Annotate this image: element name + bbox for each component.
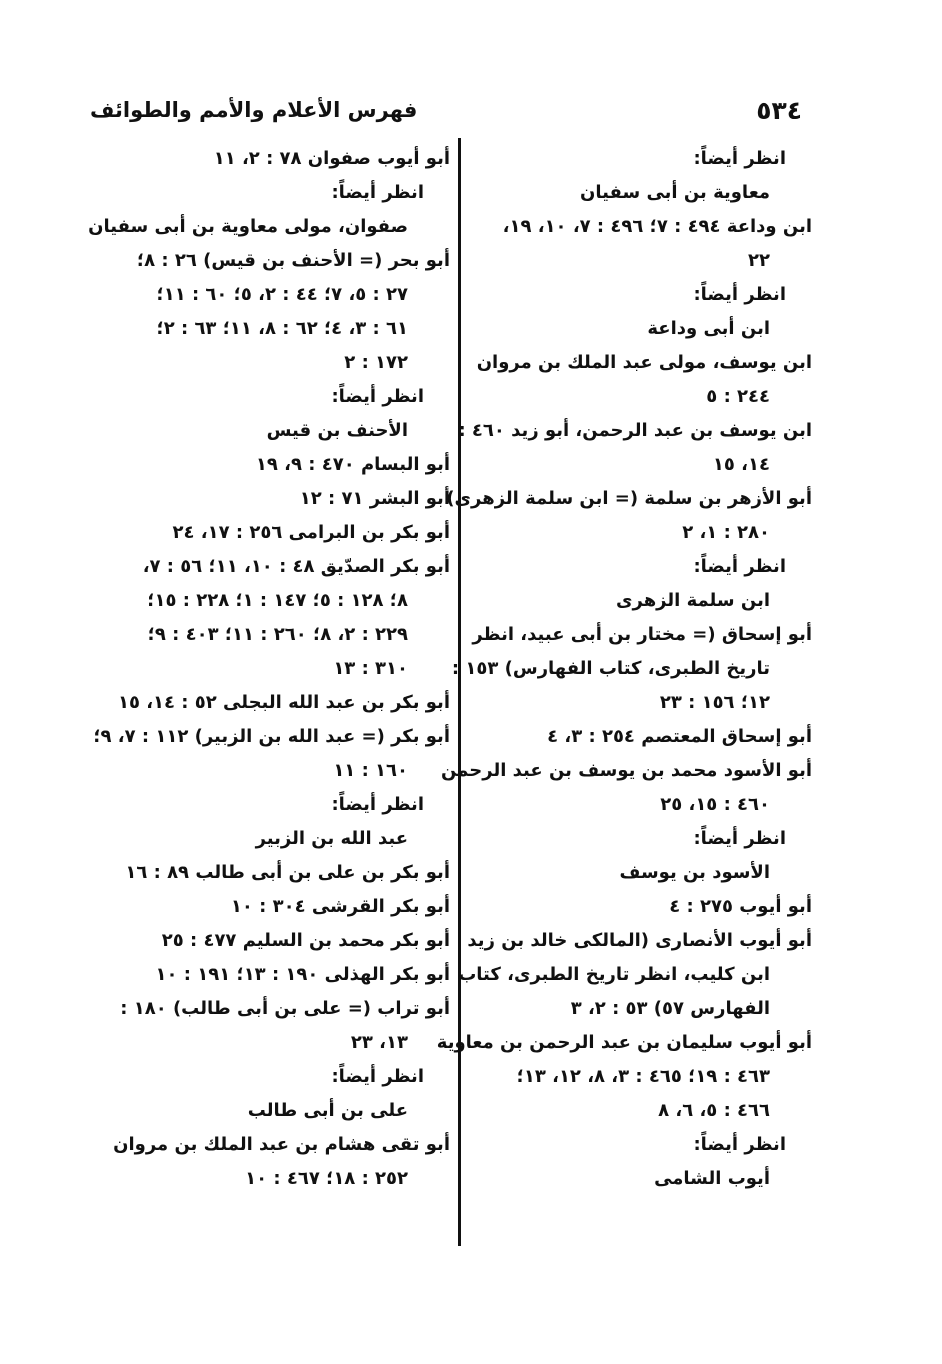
index-entry-continuation: على بن أبى طالب — [247, 1100, 408, 1121]
index-entry-continuation: ٤٦٠ : ١٥، ٢٥ — [660, 794, 770, 815]
index-entry: أبو إسحاق المعتصم ٢٥٤ : ٣، ٤ — [547, 726, 812, 747]
index-entry: أبو بكر بن البرامى ٢٥٦ : ١٧، ٢٤ — [172, 522, 450, 543]
column-divider — [458, 138, 461, 1246]
index-entry-continuation: ٤٦٣ : ١٩؛ ٤٦٥ : ٣، ٨، ١٢، ١٣؛ — [516, 1066, 770, 1087]
index-entry-continuation: الأسود بن يوسف — [619, 862, 770, 883]
index-entry-continuation: صفوان، مولى معاوية بن أبى سفيان — [88, 216, 408, 237]
index-entry-continuation: انظر أيضاً: — [693, 148, 786, 169]
index-entry-continuation: انظر أيضاً: — [331, 386, 424, 407]
index-entry-continuation: تاريخ الطبرى، كتاب الفهارس) ١٥٣ : — [451, 658, 770, 679]
index-entry: أبو بكر الصدّيق ٤٨ : ١٠، ١١؛ ٥٦ : ٧، — [142, 556, 450, 577]
index-entry-continuation: انظر أيضاً: — [331, 182, 424, 203]
index-entry-continuation: ٤٦٦ : ٥، ٦، ٨ — [658, 1100, 770, 1121]
index-entry: أبو إسحاق (= مختار بن أبى عبيد، انظر — [472, 624, 812, 645]
index-entry-continuation: ٢٥٢ : ١٨؛ ٤٦٧ : ١٠ — [245, 1168, 408, 1189]
index-entry-continuation: انظر أيضاً: — [693, 284, 786, 305]
index-entry-continuation: انظر أيضاً: — [331, 1066, 424, 1087]
index-entry-continuation: معاوية بن أبى سفيان — [580, 182, 770, 203]
left-index-column — [88, 142, 450, 1196]
right-index-column — [436, 142, 812, 1196]
index-entry-continuation: انظر أيضاً: — [693, 828, 786, 849]
index-entry: أبو تراب (= على بن أبى طالب) ١٨٠ : — [120, 998, 450, 1019]
index-entry: أبو أيوب الأنصارى (المالكى خالد بن زيد — [467, 930, 812, 951]
index-entry: أبو الأزهر بن سلمة (= ابن سلمة الزهرى) — [446, 488, 812, 509]
index-entry: أبو أيوب سليمان بن عبد الرحمن بن معاوية — [436, 1032, 812, 1053]
index-entry-continuation: ٢٧ : ٥، ٧؛ ٤٤ : ٢، ٥؛ ٦٠ : ١١؛ — [156, 284, 408, 305]
page-header — [90, 88, 802, 132]
index-entry: أبو الأسود محمد بن يوسف بن عبد الرحمن — [441, 760, 812, 781]
index-entry-continuation: الفهارس ٥٧) ٥٣ : ٢، ٣ — [570, 998, 770, 1019]
index-entry-continuation: ابن سلمة الزهرى — [616, 590, 770, 611]
index-entry-continuation: ٢٢ — [748, 250, 770, 271]
index-entry: أبو بكر محمد بن السليم ٤٧٧ : ٢٥ — [161, 930, 450, 951]
index-entry-continuation: انظر أيضاً: — [693, 556, 786, 577]
index-entry: أبو بكر بن على بن أبى طالب ٨٩ : ١٦ — [125, 862, 450, 883]
page-number: ٥٣٤ — [756, 95, 802, 125]
index-entry-continuation: ٣١٠ : ١٣ — [333, 658, 408, 679]
index-entry-continuation: ٢٤٤ : ٥ — [706, 386, 770, 407]
index-entry-continuation: ٢٢٩ : ٢، ٨؛ ٢٦٠ : ١١؛ ٤٠٣ : ٩؛ — [147, 624, 408, 645]
index-entry-continuation: الأحنف بن قيس — [266, 420, 408, 441]
index-entry-continuation: أيوب الشامى — [654, 1168, 770, 1189]
index-entry: أبو تقى هشام بن عبد الملك بن مروان — [113, 1134, 450, 1155]
index-entry: أبو البسام ٤٧٠ : ٩، ١٩ — [255, 454, 450, 475]
index-entry: أبو بحر (= الأحنف بن قيس) ٢٦ : ٨؛ — [136, 250, 450, 271]
index-entry: ابن يوسف، مولى عبد الملك بن مروان — [476, 352, 812, 373]
index-entry: أبو بكر (= عبد الله بن الزبير) ١١٢ : ٧، ٩؛ — [93, 726, 450, 747]
index-entry-continuation: ٨؛ ١٢٨ : ٥؛ ١٤٧ : ١؛ ٢٢٨ : ١٥؛ — [147, 590, 408, 611]
index-entry-continuation: ١٧٢ : ٢ — [344, 352, 408, 373]
index-entry-continuation: ابن كليب، انظر تاريخ الطبرى، كتاب — [458, 964, 770, 985]
index-entry-continuation: ٢٨٠ : ١، ٢ — [682, 522, 770, 543]
index-entry-continuation: عبد الله بن الزبير — [255, 828, 408, 849]
index-entry: ابن يوسف بن عبد الرحمن، أبو زيد ٤٦٠ : — [458, 420, 812, 441]
index-entry: ابن وداعة ٤٩٤ : ٧؛ ٤٩٦ : ٧، ١٠، ١٩، — [502, 216, 812, 237]
index-entry-continuation: ٦١ : ٣، ٤؛ ٦٢ : ٨، ١١؛ ٦٣ : ٢؛ — [156, 318, 408, 339]
index-entry: أبو أيوب صفوان ٧٨ : ٢، ١١ — [213, 148, 450, 169]
index-entry: أبو بكر بن عبد الله البجلى ٥٢ : ١٤، ١٥ — [117, 692, 450, 713]
index-entry-continuation: ابن أبى وداعة — [647, 318, 770, 339]
index-entry: أبو بكر الهذلى ١٩٠ : ١٣؛ ١٩١ : ١٠ — [155, 964, 450, 985]
index-entry-continuation: انظر أيضاً: — [331, 794, 424, 815]
index-entry: أبو البشر ٧١ : ١٢ — [299, 488, 450, 509]
index-entry-continuation: ١٢؛ ١٥٦ : ٢٣ — [659, 692, 770, 713]
index-entry-continuation: انظر أيضاً: — [693, 1134, 786, 1155]
index-entry: أبو أيوب ٢٧٥ : ٤ — [669, 896, 812, 917]
page-title: فهرس الأعلام والأمم والطوائف — [90, 98, 418, 122]
index-entry-continuation: ١٣، ٢٣ — [350, 1032, 408, 1053]
index-entry-continuation: ١٦٠ : ١١ — [333, 760, 408, 781]
index-entry: أبو بكر القرشى ٣٠٤ : ١٠ — [230, 896, 450, 917]
index-entry-continuation: ١٤، ١٥ — [712, 454, 770, 475]
